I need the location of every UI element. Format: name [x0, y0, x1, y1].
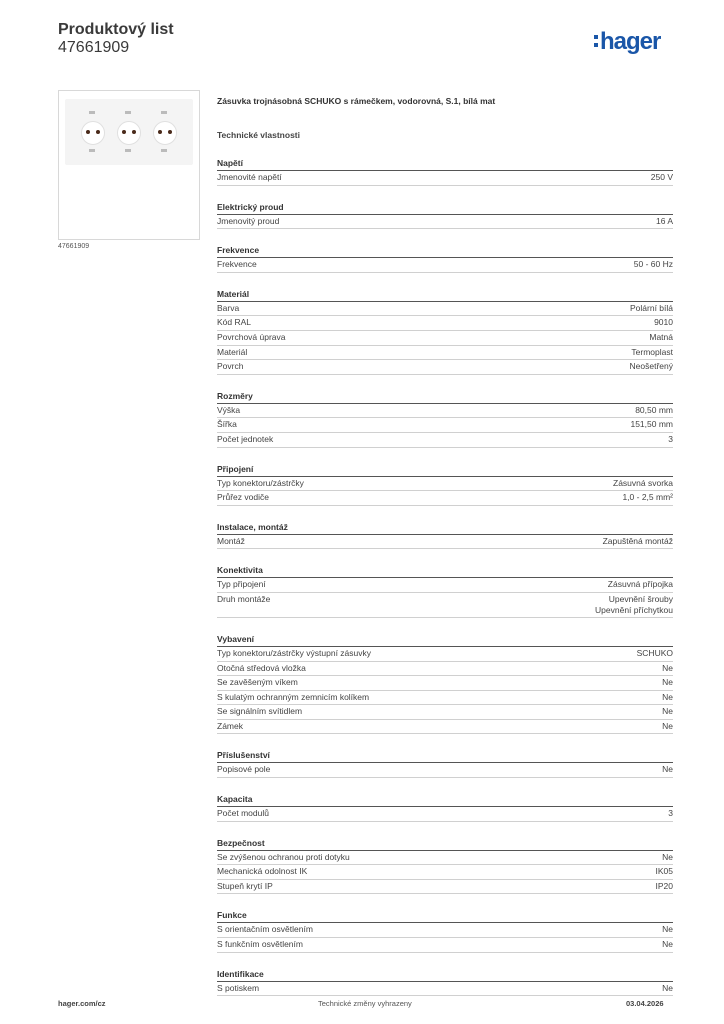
- spec-section: [217, 158, 673, 186]
- spec-section: [217, 838, 673, 895]
- spec-section: [217, 289, 673, 375]
- logo-text: hager: [600, 28, 661, 55]
- spec-value: Zapuštěná montáž: [602, 535, 673, 546]
- spec-label: Barva: [217, 302, 240, 313]
- footer-note: Technické změny vyhrazeny: [318, 999, 412, 1008]
- spec-label: Typ konektoru/zástrčky výstupní zásuvky: [217, 647, 372, 658]
- spec-value: SCHUKO: [636, 647, 673, 658]
- socket-icon: [151, 109, 179, 155]
- spec-value: 16 A: [655, 215, 673, 226]
- spec-value: 50 - 60 Hz: [633, 259, 673, 270]
- spec-row: [217, 593, 673, 618]
- section-title: Frekvence: [217, 245, 673, 258]
- spec-label: Materiál: [217, 346, 248, 357]
- section-title: Elektrický proud: [217, 202, 673, 215]
- spec-value: Termoplast: [631, 346, 673, 357]
- spec-value: Neošetřený: [629, 361, 673, 372]
- section-title: Identifikace: [217, 969, 673, 982]
- spec-value: [595, 594, 673, 616]
- spec-row: [217, 676, 673, 691]
- spec-label: Se signálním svítidlem: [217, 706, 303, 717]
- page-title: Produktový list: [58, 21, 174, 38]
- spec-label: Se zavěšeným víkem: [217, 677, 298, 688]
- spec-label: Počet modulů: [217, 808, 269, 819]
- spec-label: S funkčním osvětlením: [217, 939, 303, 950]
- spec-label: Jmenovitý proud: [217, 215, 280, 226]
- spec-row: [217, 662, 673, 677]
- footer-date: 03.04.2026: [626, 999, 664, 1008]
- spec-row: [217, 807, 673, 822]
- spec-value: Ne: [662, 662, 673, 673]
- spec-row: [217, 360, 673, 375]
- spec-section: [217, 522, 673, 550]
- spec-row: [217, 691, 673, 706]
- spec-value: Ne: [662, 720, 673, 731]
- spec-row: [217, 346, 673, 361]
- spec-value: IP20: [655, 880, 673, 891]
- spec-value: 80,50 mm: [635, 404, 673, 415]
- spec-row: [217, 763, 673, 778]
- spec-value-line: Upevnění příchytkou: [595, 604, 673, 615]
- section-title: Rozměry: [217, 391, 673, 404]
- spec-value-line: Upevnění šrouby: [608, 593, 673, 604]
- spec-row: [217, 433, 673, 448]
- spec-row: [217, 880, 673, 895]
- section-title: Napětí: [217, 158, 673, 171]
- spec-label: Průřez vodiče: [217, 492, 269, 503]
- spec-value: Polární bílá: [630, 302, 673, 313]
- spec-row: [217, 215, 673, 230]
- spec-section: [217, 245, 673, 273]
- image-caption: 47661909: [58, 243, 90, 250]
- tech-heading: Technické vlastnosti: [217, 130, 300, 140]
- spec-value: 151,50 mm: [630, 419, 673, 430]
- spec-section: [217, 794, 673, 822]
- spec-value: 250 V: [650, 172, 673, 182]
- section-title: Bezpečnost: [217, 838, 673, 851]
- spec-value: Zásuvná přípojka: [607, 579, 673, 590]
- spec-label: Jmenovité napětí: [217, 172, 282, 182]
- spec-label: Typ konektoru/zástrčky: [217, 477, 304, 488]
- product-image: [58, 90, 200, 240]
- product-number: 47661909: [58, 39, 130, 56]
- spec-label: Otočná středová vložka: [217, 662, 306, 673]
- spec-row: [217, 171, 673, 186]
- hager-logo: [594, 28, 660, 56]
- spec-row: [217, 578, 673, 593]
- spec-row: [217, 923, 673, 938]
- section-title: Vybavení: [217, 634, 673, 647]
- section-title: Konektivita: [217, 565, 673, 578]
- spec-row: [217, 302, 673, 317]
- section-title: Příslušenství: [217, 750, 673, 763]
- spec-section: [217, 202, 673, 230]
- spec-section: [217, 634, 673, 735]
- spec-sections: [217, 158, 673, 996]
- spec-value: 9010: [654, 317, 673, 328]
- logo-colon-icon: [594, 34, 598, 48]
- spec-section: [217, 391, 673, 448]
- socket-plate-image: [65, 99, 193, 165]
- spec-sheet: [217, 96, 673, 996]
- spec-value: Zásuvná svorka: [613, 477, 673, 488]
- spec-row: [217, 258, 673, 273]
- spec-value: Ne: [662, 706, 673, 717]
- spec-label: Mechanická odolnost IK: [217, 866, 308, 877]
- spec-row: [217, 938, 673, 953]
- spec-label: Povrchová úprava: [217, 331, 286, 342]
- spec-value: Ne: [662, 677, 673, 688]
- section-title: Materiál: [217, 289, 673, 302]
- spec-row: [217, 647, 673, 662]
- spec-label: Výška: [217, 404, 241, 415]
- spec-label: Frekvence: [217, 259, 257, 270]
- spec-row: [217, 865, 673, 880]
- section-title: Instalace, montáž: [217, 522, 673, 535]
- spec-label: Druh montáže: [217, 593, 271, 604]
- spec-row: [217, 851, 673, 866]
- spec-section: [217, 750, 673, 778]
- spec-section: [217, 910, 673, 952]
- spec-row: [217, 477, 673, 492]
- spec-row: [217, 404, 673, 419]
- spec-label: Šířka: [217, 419, 237, 430]
- product-name: Zásuvka trojnásobná SCHUKO s rámečkem, vodorovná, S.1, bílá mat: [217, 96, 496, 106]
- spec-row: [217, 418, 673, 433]
- spec-label: S potiskem: [217, 982, 260, 993]
- spec-label: Zámek: [217, 720, 243, 731]
- spec-value: IK05: [655, 866, 673, 877]
- spec-label: Kód RAL: [217, 317, 252, 328]
- spec-value: 3: [668, 808, 673, 819]
- section-title: Funkce: [217, 910, 673, 923]
- spec-label: Stupeň krytí IP: [217, 880, 273, 891]
- spec-label: Povrch: [217, 361, 244, 372]
- socket-icon: [115, 109, 143, 155]
- spec-section: [217, 969, 673, 997]
- spec-value: Matná: [649, 331, 673, 342]
- spec-row: [217, 535, 673, 550]
- spec-row: [217, 316, 673, 331]
- spec-value: Ne: [662, 939, 673, 950]
- spec-label: Se zvýšenou ochranou proti dotyku: [217, 851, 350, 862]
- spec-label: Popisové pole: [217, 764, 271, 775]
- spec-value: 1,0 - 2,5 mm²: [622, 492, 673, 503]
- spec-label: Montáž: [217, 535, 245, 546]
- spec-value: Ne: [662, 764, 673, 775]
- spec-label: S kulatým ochranným zemnicím kolíkem: [217, 691, 370, 702]
- spec-row: [217, 331, 673, 346]
- spec-value: Ne: [662, 851, 673, 862]
- spec-row: [217, 705, 673, 720]
- spec-label: Typ připojení: [217, 579, 266, 590]
- section-title: Kapacita: [217, 794, 673, 807]
- spec-value: Ne: [662, 982, 673, 993]
- spec-section: [217, 464, 673, 506]
- socket-icon: [79, 109, 107, 155]
- spec-section: [217, 565, 673, 618]
- spec-row: [217, 720, 673, 735]
- spec-row: [217, 491, 673, 506]
- spec-value: Ne: [662, 691, 673, 702]
- spec-row: [217, 982, 673, 997]
- spec-value: Ne: [662, 924, 673, 935]
- footer-website-link[interactable]: hager.com/cz: [58, 999, 106, 1008]
- spec-label: Počet jednotek: [217, 433, 274, 444]
- spec-value: 3: [668, 433, 673, 444]
- spec-label: S orientačním osvětlením: [217, 924, 313, 935]
- section-title: Připojení: [217, 464, 673, 477]
